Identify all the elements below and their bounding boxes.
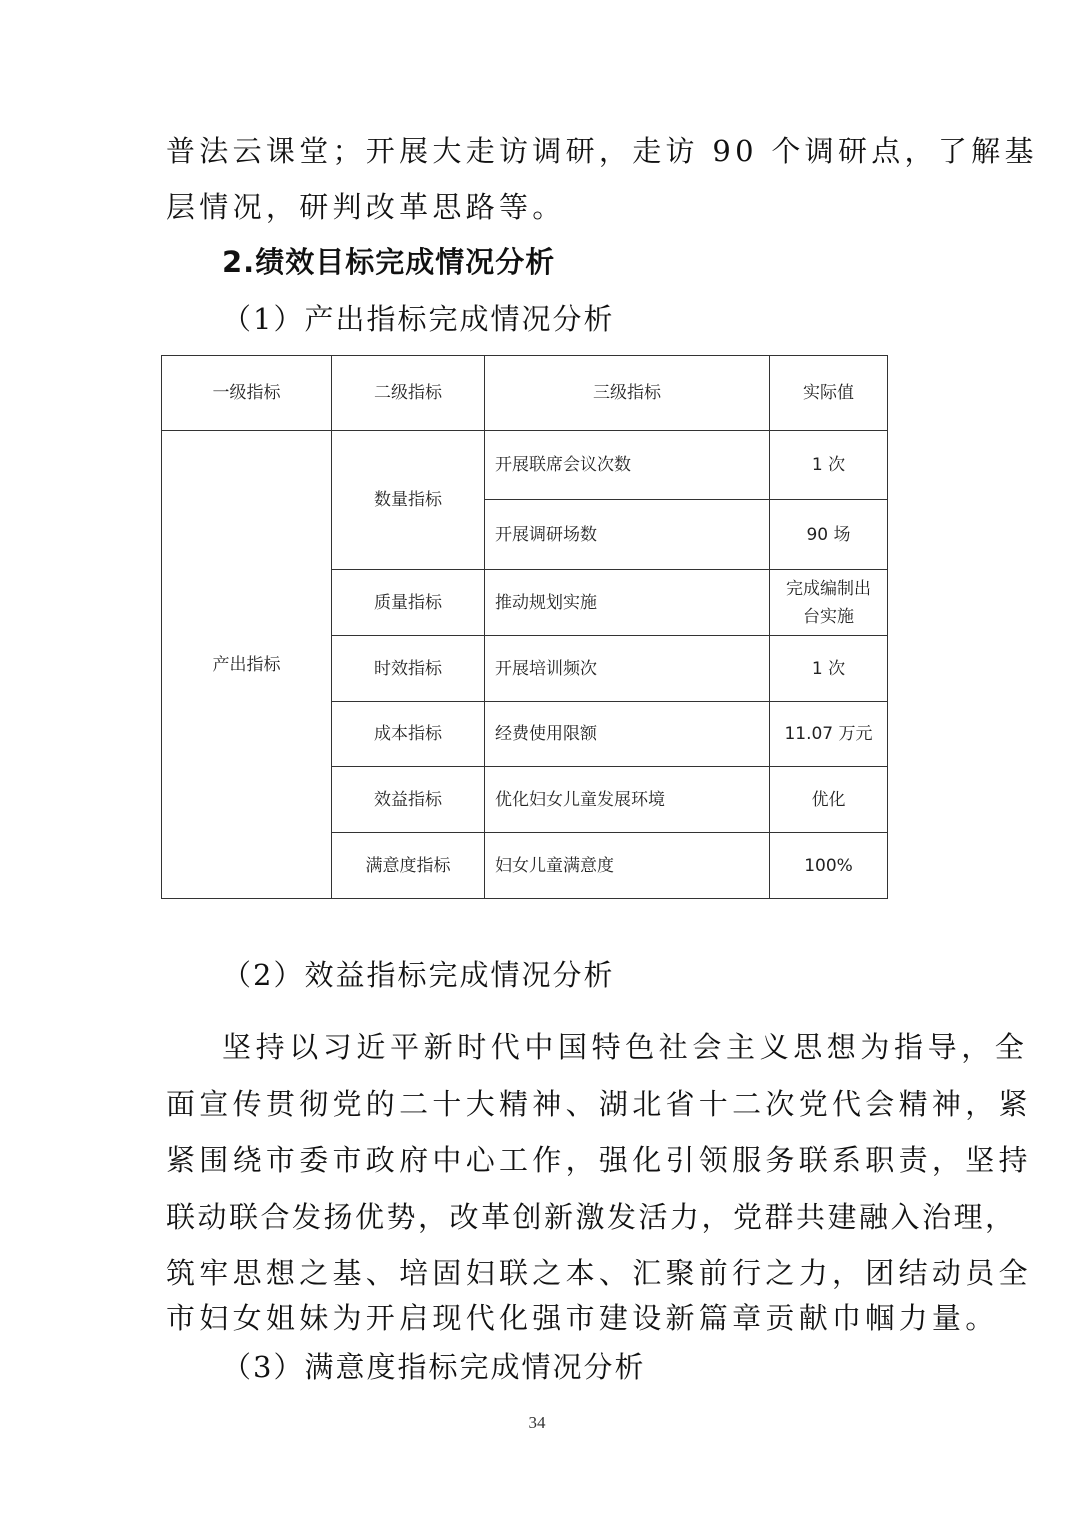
- level2-cell: 效益指标: [332, 767, 485, 833]
- text-line: 层情况，研判改革思路等。: [166, 190, 566, 224]
- output-indicators-table: [161, 355, 888, 899]
- section-heading: 2.绩效目标完成情况分析: [222, 245, 556, 279]
- value-cell: 1 次: [770, 636, 888, 702]
- table-header-row: [162, 356, 888, 431]
- level3-cell: 优化妇女儿童发展环境: [485, 767, 770, 833]
- header-level3: 三级指标: [485, 356, 770, 431]
- level1-cell: 产出指标: [162, 431, 332, 899]
- text-line: 普法云课堂；开展大走访调研，走访 90 个调研点，了解基: [166, 134, 1038, 168]
- value-cell: 1 次: [770, 431, 888, 500]
- header-level1: 一级指标: [162, 356, 332, 431]
- text-line: 筑牢思想之基、培固妇联之本、汇聚前行之力，团结动员全: [166, 1256, 1032, 1290]
- text-line: 市妇女姐妹为开启现代化强市建设新篇章贡献巾帼力量。: [166, 1301, 999, 1335]
- header-value: 实际值: [770, 356, 888, 431]
- table-row: [162, 431, 888, 500]
- text-line: 联动联合发扬优势，改革创新激发活力，党群共建融入治理，: [166, 1200, 1017, 1234]
- subsection-heading: （3）满意度指标完成情况分析: [222, 1350, 646, 1384]
- level2-cell: 满意度指标: [332, 833, 485, 899]
- level3-cell: 经费使用限额: [485, 702, 770, 767]
- text-line: 紧围绕市委市政府中心工作，强化引领服务联系职责，坚持: [166, 1143, 1032, 1177]
- header-level2: 二级指标: [332, 356, 485, 431]
- value-cell: 90 场: [770, 500, 888, 570]
- level2-cell: 成本指标: [332, 702, 485, 767]
- level2-cell: 时效指标: [332, 636, 485, 702]
- page-number: 34: [528, 1413, 546, 1432]
- level3-cell: 妇女儿童满意度: [485, 833, 770, 899]
- level3-cell: 推动规划实施: [485, 570, 770, 636]
- subsection-heading: （2）效益指标完成情况分析: [222, 958, 615, 992]
- level3-cell: 开展联席会议次数: [485, 431, 770, 500]
- level3-cell: 开展调研场数: [485, 500, 770, 570]
- text-line: 坚持以习近平新时代中国特色社会主义思想为指导，全: [222, 1030, 1029, 1064]
- value-cell: 完成编制出台实施: [770, 570, 888, 636]
- text-line: 面宣传贯彻党的二十大精神、湖北省十二次党代会精神，紧: [166, 1087, 1032, 1121]
- level2-cell: 质量指标: [332, 570, 485, 636]
- level3-cell: 开展培训频次: [485, 636, 770, 702]
- subsection-heading: （1）产出指标完成情况分析: [222, 302, 615, 336]
- value-cell: 优化: [770, 767, 888, 833]
- level2-cell: 数量指标: [332, 431, 485, 570]
- value-cell: 100%: [770, 833, 888, 899]
- value-cell: 11.07 万元: [770, 702, 888, 767]
